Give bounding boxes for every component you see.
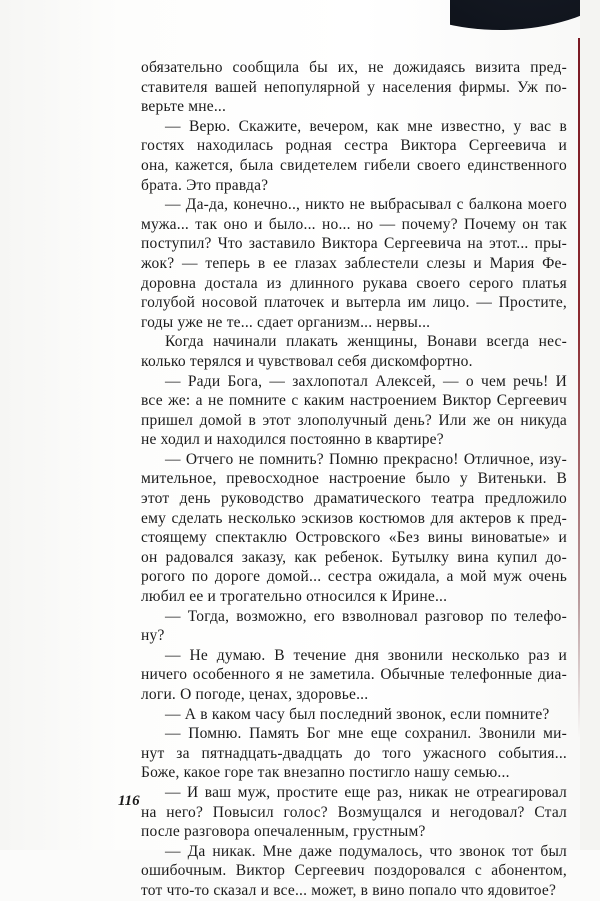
page-margin-strip <box>580 0 600 850</box>
paragraph <box>117 450 567 607</box>
text-line: жок? — теперь в ее глазах заблестели слезы и Мария Фе- <box>141 254 567 272</box>
paragraph <box>117 332 567 371</box>
text-line: колько терялся и чувствовал себя дискомфортно. <box>141 352 473 370</box>
text-line: ну? <box>141 627 165 645</box>
text-line: на него? Повысил голос? Возмущался и негодовал? Стал <box>141 803 567 821</box>
text-line: она, кажется, была свидетелем гибели своего единственного <box>141 156 567 174</box>
text-line: — Да никак. Мне даже подумалось, что звонок тот был <box>165 842 567 860</box>
text-line: этот день руководство драматического театра предложило <box>141 490 567 508</box>
text-line: он радовался заказу, как ребенок. Бутылку вина купил до- <box>141 548 567 566</box>
text-line: — А в каком часу был последний звонок, если помните? <box>165 705 550 723</box>
paragraph <box>117 724 567 783</box>
text-line: все же: а не помните с каким настроением Виктор Сергеевич <box>141 392 567 410</box>
page-body-text <box>117 58 567 901</box>
page-edge-line <box>578 38 580 738</box>
text-line: ничего особенного я не заметила. Обычные телефонные диа- <box>141 666 567 684</box>
text-line: тот что-то сказал и все... может, в вино попало что ядовитое? <box>141 881 557 899</box>
text-line: — Не думаю. В течение дня звонили несколько раз и <box>165 646 567 664</box>
text-line: обязательно сообщила бы их, не дожидаясь визита пред- <box>141 59 567 76</box>
text-line: Боже, какое горе так внезапно постигло нашу семью... <box>141 764 510 782</box>
text-line: Когда начинали плакать женщины, Вонави всегда нес- <box>165 333 567 351</box>
text-line: логи. О погоде, ценах, здоровье... <box>141 686 369 703</box>
text-line: поступил? Что заставило Виктора Сергеевича на этот... пры- <box>141 235 567 253</box>
paragraph <box>117 195 567 332</box>
text-line: — И ваш муж, простите еще раз, никак не отреагировал <box>165 783 567 801</box>
paragraph <box>117 117 567 195</box>
text-line: ему сделать несколько эскизов костюмов для актеров к пред- <box>141 509 567 527</box>
text-line: годы уже не те... сдает организм... нервы... <box>141 313 431 331</box>
text-line: — Тогда, возможно, его взволновал разговор по телефо- <box>165 607 567 625</box>
paragraph <box>117 646 567 705</box>
paragraph <box>117 58 567 117</box>
paragraph <box>117 705 567 725</box>
text-line: — Верю. Скажите, вечером, как мне известно, у вас в <box>165 117 567 135</box>
text-line: брата. Это правда? <box>141 176 269 194</box>
text-line: после разговора опечаленным, грустным? <box>141 823 426 841</box>
text-line: рогого по дороге домой... сестра ожидала, а мой муж очень <box>141 568 567 586</box>
text-line: стоящему спектаклю Островского «Без вины виноватые» и <box>141 529 567 547</box>
text-line: пришел домой в этот злополучный день? Или же он никуда <box>141 411 567 429</box>
text-line: мужа... так оно и было... но... но — почему? Почему он так <box>141 215 567 233</box>
text-line: ошибочным. Виктор Сергеевич поздоровался с абонентом, <box>141 862 567 880</box>
text-line: голубой носовой платочек и вытерла им лицо. — Простите, <box>141 294 567 312</box>
scan-corner-shadow <box>450 0 600 40</box>
paragraph <box>117 372 567 450</box>
text-line: гостях находилась родная сестра Виктора Сергеевича и <box>141 137 567 155</box>
text-line: нут за пятнадцать-двадцать до того ужасного события... <box>141 744 567 762</box>
text-line: доровна достала из длинного рукава своего серого платья <box>141 274 567 292</box>
text-line: любил ее и трогательно относился к Ирине... <box>141 588 448 606</box>
text-line: — Отчего не помнить? Помню прекрасно! Отличное, изу- <box>165 450 567 468</box>
text-line: ставителя вашей непопулярной у населения фирмы. Уж по- <box>141 78 567 96</box>
text-line: — Ради Бога, — захлопотал Алексей, — о чем речь! И <box>165 372 567 390</box>
text-line: мительное, превосходное настроение было у Витеньки. В <box>141 470 567 488</box>
paragraph <box>117 783 567 842</box>
text-line: верьте мне... <box>141 98 227 116</box>
text-line: не ходил и находился постоянно в квартире? <box>141 431 444 449</box>
paragraph <box>117 607 567 646</box>
paragraph <box>117 842 567 901</box>
page-number: 116 <box>118 793 140 809</box>
text-line: — Да-да, конечно.., никто не выбрасывал с балкона моего <box>165 196 567 214</box>
text-line: — Помню. Память Бог мне еще сохранил. Звонили ми- <box>165 725 567 743</box>
